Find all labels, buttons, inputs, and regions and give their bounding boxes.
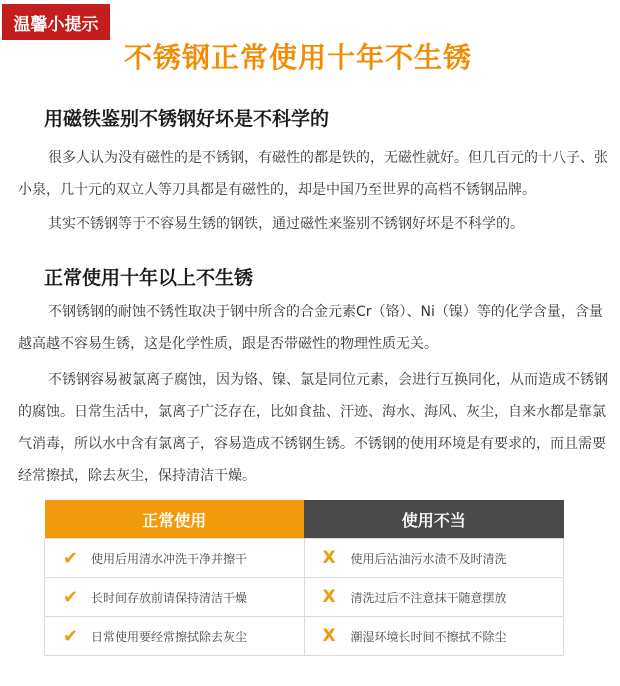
good-cell <box>45 539 305 578</box>
table-row <box>45 617 564 656</box>
paragraph-magnet-myth: 很多人认为没有磁性的是不锈钢，有磁性的都是铁的，无磁性就好。但几百元的十八子、张小泉，几十元的双立人等刀具都是有磁性的，却是中国乃至世界的高档不锈钢品牌。 <box>18 150 608 198</box>
paragraph-chloride: 不锈钢容易被氯离子腐蚀，因为铬、镍、氯是同位元素，会进行互换同化，从而造成不锈钢的腐蚀。日常生活中，氯离子广泛存在，比如食盐、汗迹、海水、海风、灰尘，自来水都是靠氯气消毒，所以水中含有氯离子，容易造成不锈钢生锈。不锈钢的使用环境是有要求的，而且需要经常擦拭，除去灰尘，保持清洁干燥。 <box>18 372 608 484</box>
check-icon: ✔ <box>63 547 79 569</box>
good-item-text: 长时间存放前请保持清洁干燥 <box>91 590 248 605</box>
good-cell <box>45 578 305 617</box>
section-heading-rust: 正常使用十年以上不生锈 <box>44 267 254 289</box>
bad-item-text: 清洗过后不注意抹干随意摆放 <box>350 590 507 605</box>
section-heading-magnet: 用磁铁鉴别不锈钢好坏是不科学的 <box>44 108 330 130</box>
good-item-text: 使用后用清水冲洗干净并擦干 <box>91 551 248 566</box>
table-row <box>45 578 564 617</box>
usage-comparison-table <box>44 500 564 656</box>
bad-usage-header: 使用不当 <box>304 500 564 539</box>
good-cell <box>45 617 305 656</box>
good-item-text: 日常使用要经常擦拭除去灰尘 <box>91 629 248 644</box>
bad-item-text: 潮湿环境长时间不擦拭不除尘 <box>350 629 507 644</box>
bad-cell <box>304 539 564 578</box>
bad-cell <box>304 578 564 617</box>
table-row <box>45 539 564 578</box>
bad-item-text: 使用后沾油污水渍不及时清洗 <box>350 551 507 566</box>
x-mark-icon: X <box>322 626 336 646</box>
paragraph-magnet-conclusion: 其实不锈钢等于不容易生锈的钢铁，通过磁性来鉴别不锈钢好坏是不科学的。 <box>48 216 524 232</box>
paragraph-alloy: 不钢锈钢的耐蚀不锈性取决于钢中所含的合金元素Cr（铬）、Ni（镍）等的化学含量，含量越高越不容易生锈，这是化学性质，跟是否带磁性的物理性质无关。 <box>18 304 603 352</box>
check-icon: ✔ <box>63 625 79 647</box>
x-mark-icon: X <box>322 587 336 607</box>
check-icon: ✔ <box>63 586 79 608</box>
good-usage-header: 正常使用 <box>45 500 305 539</box>
x-mark-icon: X <box>322 548 336 568</box>
page-title: 不锈钢正常使用十年不生锈 <box>124 41 473 74</box>
tip-tag: 温馨小提示 <box>0 2 112 42</box>
bad-cell <box>304 617 564 656</box>
